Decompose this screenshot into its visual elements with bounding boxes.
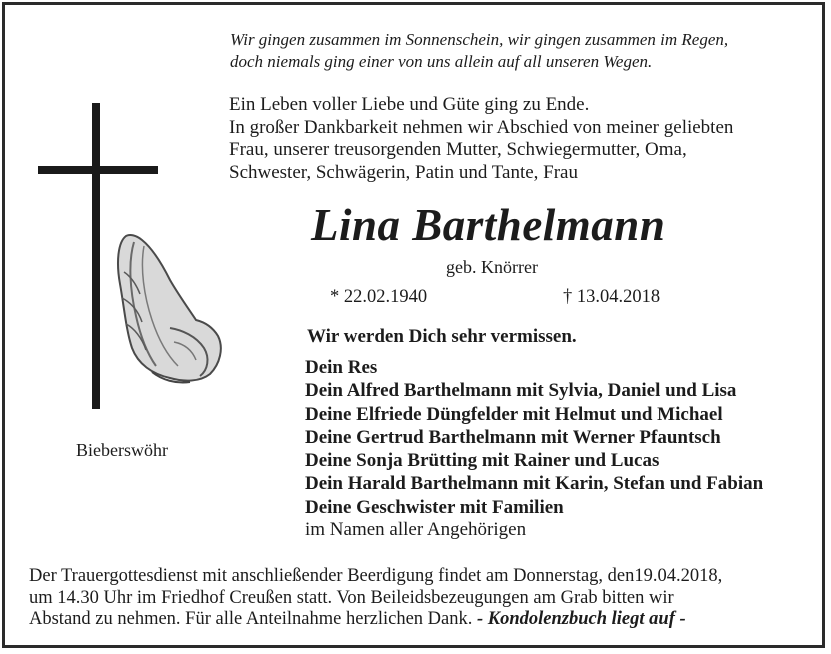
deceased-name: Lina Barthelmann — [311, 200, 666, 250]
condolence-note: - Kondolenzbuch liegt auf - — [476, 609, 686, 629]
signer-line: Dein Harald Barthelmann mit Karin, Stefan und Fabian — [305, 473, 764, 495]
funeral-info — [29, 566, 722, 631]
funeral-line: Der Trauergottesdienst mit anschließender Beerdigung findet am Donnerstag, den19.04.2018, — [29, 566, 723, 586]
intro-text — [229, 94, 733, 184]
signer-line: Deine Sonja Brütting mit Rainer und Lucas — [305, 450, 660, 472]
intro-line: Frau, unserer treusorgenden Mutter, Schwiegermutter, Oma, — [229, 139, 687, 160]
intro-line: Ein Leben voller Liebe und Güte ging zu Ende. — [229, 94, 590, 115]
funeral-line: Abstand zu nehmen. Für alle Anteilnahme herzlichen Dank. — [29, 609, 473, 629]
intro-line: Schwester, Schwägerin, Patin und Tante, Frau — [229, 161, 578, 183]
signer-line: Deine Elfriede Düngfelder mit Helmut und Michael — [305, 403, 723, 425]
signer-line: Dein Res — [305, 357, 378, 378]
behalf-line: im Namen aller Angehörigen — [305, 519, 527, 540]
place-name: Bieberswöhr — [76, 440, 168, 460]
motto — [230, 29, 728, 73]
death-date: † 13.04.2018 — [563, 287, 661, 307]
signer-line: Deine Gertrud Barthelmann mit Werner Pfauntsch — [305, 426, 721, 448]
signer-line: Deine Geschwister mit Familien — [305, 496, 564, 518]
intro-line: In großer Dankbarkeit nehmen wir Abschied von meiner geliebten — [229, 116, 734, 138]
motto-line: Wir gingen zusammen im Sonnenschein, wir gingen zusammen im Regen, — [230, 30, 729, 49]
birth-date: * 22.02.1940 — [330, 287, 428, 307]
signers-list — [305, 356, 763, 519]
birth-name: geb. Knörrer — [446, 257, 538, 277]
signer-line: Dein Alfred Barthelmann mit Sylvia, Daniel und Lisa — [305, 380, 737, 402]
praying-hands-icon — [112, 232, 228, 388]
funeral-line: um 14.30 Uhr im Friedhof Creußen statt. Von Beileidsbezeugungen am Grab bitten wir — [29, 587, 674, 608]
motto-line: doch niemals ging einer von uns allein auf all unseren Wegen. — [230, 52, 653, 71]
miss-line: Wir werden Dich sehr vermissen. — [307, 326, 577, 347]
